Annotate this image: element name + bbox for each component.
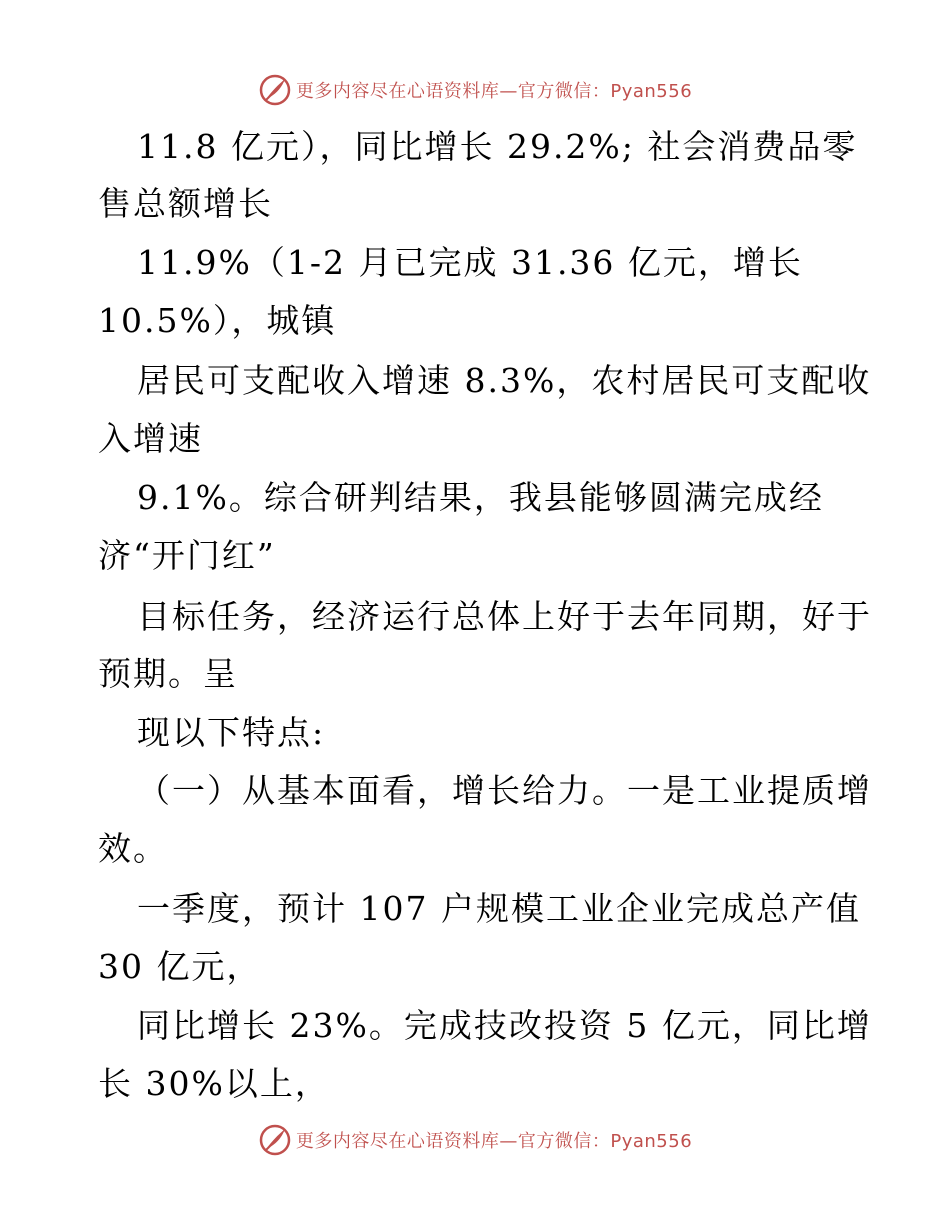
body-line-17: 长 30%以上， — [98, 1064, 330, 1103]
body-line-2: 售总额增长 — [98, 184, 273, 223]
body-line-7: 9.1%。综合研判结果，我县能够圆满完成经 — [137, 478, 824, 517]
footer-banner — [0, 1120, 950, 1160]
body-line-16: 同比增长 23%。完成技改投资 5 亿元，同比增 — [137, 1006, 872, 1045]
feather-pen-logo-icon — [258, 1123, 292, 1157]
body-line-14: 一季度，预计 107 户规模工业企业完成总产值 — [137, 889, 861, 928]
body-line-6: 入增速 — [98, 419, 203, 458]
body-line-15: 30 亿元， — [98, 947, 262, 986]
feather-pen-logo-icon — [258, 73, 292, 107]
body-line-10: 预期。呈 — [98, 654, 238, 693]
body-line-8: 济“开门红” — [98, 536, 276, 575]
body-line-9: 目标任务，经济运行总体上好于去年同期，好于 — [137, 597, 872, 636]
body-line-12: （一）从基本面看，增长给力。一是工业提质增 — [137, 771, 872, 810]
body-line-4: 10.5%），城镇 — [98, 301, 337, 340]
body-line-3: 11.9%（1-2 月已完成 31.36 亿元，增长 — [137, 243, 803, 282]
footer-banner-text: 更多内容尽在心语资料库—官方微信：Pyan556 — [295, 1131, 693, 1152]
body-line-11: 现以下特点: — [137, 713, 326, 752]
body-line-13: 效。 — [98, 829, 168, 868]
header-banner-text: 更多内容尽在心语资料库—官方微信：Pyan556 — [295, 81, 693, 102]
body-line-5: 居民可支配收入增速 8.3%，农村居民可支配收 — [137, 361, 872, 400]
body-line-1: 11.8 亿元），同比增长 29.2%; 社会消费品零 — [137, 127, 858, 166]
header-banner — [0, 70, 950, 110]
